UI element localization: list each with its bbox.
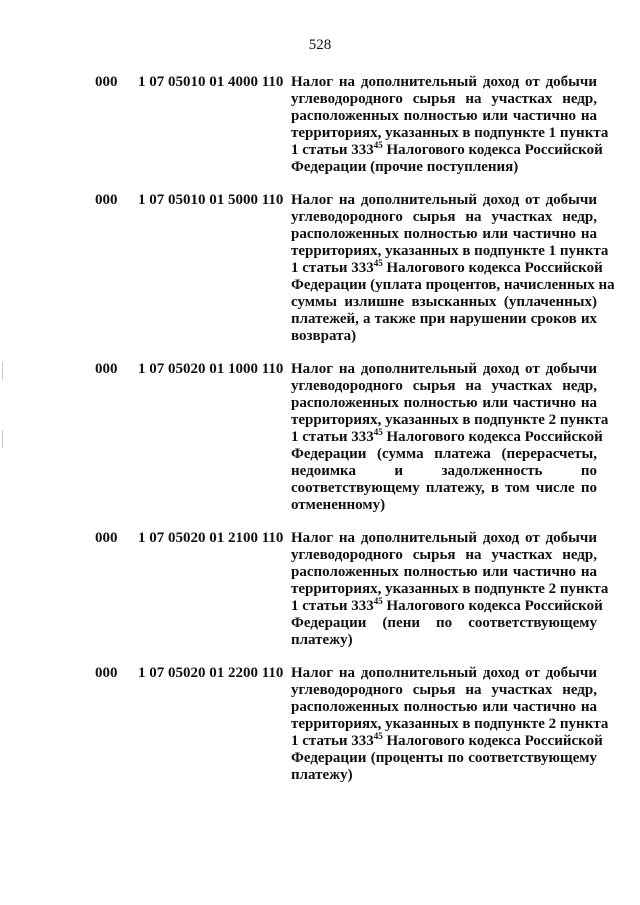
code-description (291, 192, 615, 345)
description-line: платежей, а также при нарушении сроков их (291, 311, 597, 327)
administrator-code: 000 (95, 530, 118, 546)
code-entry (0, 530, 640, 649)
budget-classification-code: 1 07 05020 01 2200 110 (138, 665, 284, 681)
description-line: территориях, указанных в подпункте 2 пункта (291, 716, 609, 732)
description-line: Федерации (уплата процентов, начисленных на (291, 277, 615, 293)
description-line: расположенных полностью или частично на (291, 564, 597, 580)
description-line: территориях, указанных в подпункте 2 пункта (291, 581, 609, 597)
description-line: расположенных полностью или частично на (291, 108, 597, 124)
description-line: Налог на дополнительный доход от добычи (291, 192, 597, 208)
code-description (291, 74, 609, 176)
code-description (291, 361, 609, 514)
article-superscript: 45 (373, 596, 383, 606)
description-line (291, 427, 603, 446)
description-line-text: 1 статьи 333 (291, 260, 374, 276)
description-line: расположенных полностью или частично на (291, 226, 597, 242)
description-line: недоимка и задолженность по (291, 463, 597, 479)
description-line: Налог на дополнительный доход от добычи (291, 665, 597, 681)
description-line: Федерации (прочие поступления) (291, 159, 519, 175)
code-description (291, 530, 609, 649)
description-line-text: Налогового кодекса Российской (382, 598, 603, 614)
code-entry (0, 192, 640, 345)
description-line (291, 596, 603, 615)
description-line: территориях, указанных в подпункте 1 пункта (291, 125, 609, 141)
description-line: суммы излишне взысканных (уплаченных) (291, 294, 597, 310)
description-line-text: 1 статьи 333 (291, 429, 374, 445)
budget-classification-code: 1 07 05020 01 2100 110 (138, 530, 284, 546)
description-line: Федерации (проценты по соответствующему (291, 750, 597, 766)
page-number: 528 (308, 37, 332, 53)
budget-classification-code: 1 07 05010 01 4000 110 (138, 74, 284, 90)
administrator-code: 000 (95, 74, 118, 90)
description-line: Налог на дополнительный доход от добычи (291, 530, 597, 546)
description-line: Федерации (сумма платежа (перерасчеты, (291, 446, 597, 462)
code-entry (0, 665, 640, 784)
description-line-text: Налогового кодекса Российской (382, 733, 603, 749)
description-line: Налог на дополнительный доход от добычи (291, 74, 597, 90)
description-line: отмененному) (291, 497, 386, 513)
article-superscript: 45 (373, 140, 383, 150)
administrator-code: 000 (95, 192, 118, 208)
article-superscript: 45 (373, 427, 383, 437)
budget-code-list (0, 74, 640, 800)
description-line-text: Налогового кодекса Российской (382, 142, 603, 158)
description-line: углеводородного сырья на участках недр, (291, 91, 597, 107)
description-line: углеводородного сырья на участках недр, (291, 209, 597, 225)
administrator-code: 000 (95, 665, 118, 681)
administrator-code: 000 (95, 361, 118, 377)
description-line: территориях, указанных в подпункте 1 пункта (291, 243, 609, 259)
description-line: углеводородного сырья на участках недр, (291, 547, 597, 563)
description-line-text: Налогового кодекса Российской (382, 429, 603, 445)
description-line-text: 1 статьи 333 (291, 598, 374, 614)
article-superscript: 45 (373, 731, 383, 741)
description-line: расположенных полностью или частично на (291, 699, 597, 715)
budget-classification-code: 1 07 05020 01 1000 110 (138, 361, 284, 377)
description-line: платежу) (291, 632, 353, 648)
description-line: углеводородного сырья на участках недр, (291, 682, 597, 698)
description-line: территориях, указанных в подпункте 2 пункта (291, 412, 609, 428)
description-line-text: 1 статьи 333 (291, 733, 374, 749)
description-line: Налог на дополнительный доход от добычи (291, 361, 597, 377)
description-line: соответствующему платежу, в том числе по (291, 480, 597, 496)
code-entry (0, 74, 640, 176)
budget-classification-code: 1 07 05010 01 5000 110 (138, 192, 284, 208)
description-line: расположенных полностью или частично на (291, 395, 597, 411)
description-line: возврата) (291, 328, 357, 344)
description-line-text: 1 статьи 333 (291, 142, 374, 158)
description-line (291, 731, 603, 750)
description-line-text: Налогового кодекса Российской (382, 260, 603, 276)
code-entry (0, 361, 640, 514)
description-line: углеводородного сырья на участках недр, (291, 378, 597, 394)
description-line (291, 140, 603, 159)
description-line: платежу) (291, 767, 353, 783)
description-line (291, 258, 603, 277)
code-description (291, 665, 609, 784)
description-line: Федерации (пени по соответствующему (291, 615, 597, 631)
article-superscript: 45 (373, 258, 383, 268)
